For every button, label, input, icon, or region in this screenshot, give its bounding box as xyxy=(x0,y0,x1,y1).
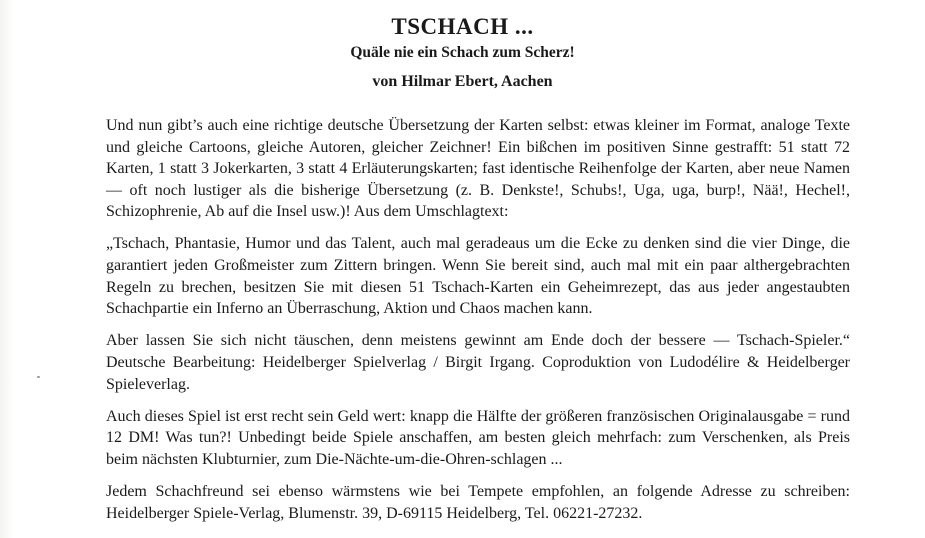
paragraph-cover-quote: „Tschach, Phantasie, Humor und das Talent, auch mal geradeaus um die Ecke zu denken sind die vier Dinge, die garantiert jeden Großmeister zum Zittern bringen. Wenn Sie bereit sind, auch mal mit ein paar althergebrachten Regeln zu brechen, besitzen Sie mit diesen 51 Tschach-Karten ein Geheimrezept, das aus jeder angestaubten Schachpartie ein Inferno an Überraschung, Aktion und Chaos machen kann. xyxy=(106,235,850,318)
paragraph-price: Auch dieses Spiel ist erst recht sein Geld wert: knapp die Hälfte der größeren französischen Originalausgabe = rund 12 DM! Was tun?! Unbedingt beide Spiele anschaffen, am besten gleich mehrfach: zum Verschenken, als Preis beim nächsten Klubturnier, zum Die-Nächte-um-die-Ohren-schlagen ... xyxy=(106,407,850,468)
paragraph-recommendation: Jedem Schachfreund sei ebenso wärmstens wie bei Tempete empfohlen, an folgende Adresse zu schreiben: Heidelberger Spiele-Verlag, Blumenstr. 39, D-69115 Heidelberg, Tel. 06221-27232. xyxy=(106,482,850,522)
article-subtitle: Quäle nie ein Schach zum Scherz! xyxy=(350,44,575,61)
paragraph-credits: Aber lassen Sie sich nicht täuschen, denn meistens gewinnt am Ende doch der bessere — Tschach-Spieler.“ Deutsche Bearbeitung: Heidelberger Spielverlag / Birgit Irgang. Coproduktion von Ludodélire & Heidelberger Spieleverlag. xyxy=(106,332,850,393)
article-author: von Hilmar Ebert, Aachen xyxy=(372,73,553,90)
paragraph-translation: Und nun gibt’s auch eine richtige deutsche Übersetzung der Karten selbst: etwas kleiner im Format, analoge Texte und gleiche Cartoons, gleiche Autoren, gleicher Zeichner! Ein bißchen im positiven Sinne gestrafft: 51 statt 72 Karten, 1 statt 3 Jokerkarten, 3 statt 4 Erläuterungskarten; fast identische Reihenfolge der Karten, aber neue Namen — oft noch lustiger als die bisherige Übersetzung (z. B. Denkste!, Schubs!, Uga, uga, burp!, Nää!, Hechel!, Schizophrenie, Ab auf die Insel usw.)! Aus dem Umschlagtext: xyxy=(106,117,850,221)
scan-speck xyxy=(37,376,40,378)
article-body xyxy=(106,115,850,535)
article-title: TSCHACH ... xyxy=(391,14,534,39)
